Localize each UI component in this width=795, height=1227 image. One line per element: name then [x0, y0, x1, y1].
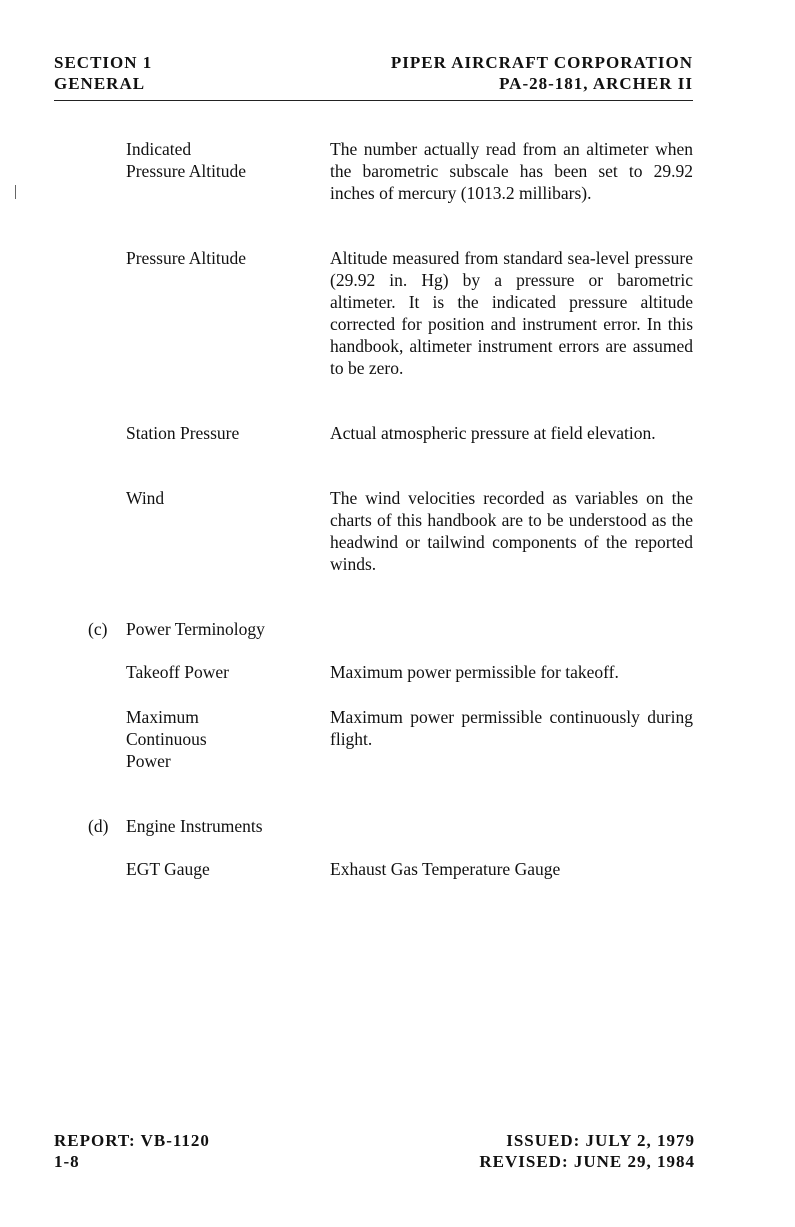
issued-date: ISSUED: JULY 2, 1979: [506, 1131, 695, 1150]
subsection-letter-d: (d): [88, 816, 109, 836]
aircraft-model: PA-28-181, ARCHER II: [499, 74, 693, 93]
header-divider: [54, 100, 693, 101]
revision-bar: [15, 185, 16, 199]
definition-station-pressure: Actual atmospheric pressure at field elevation.: [330, 423, 656, 443]
term-maximum-continuous-power: Maximum Continuous Power: [126, 707, 207, 771]
term-pressure-altitude: Pressure Altitude: [126, 248, 247, 268]
definition-wind: The wind velocities recorded as variables on the charts of this handbook are to be understood as the headwind or tailwind components of the reported winds.: [330, 488, 693, 574]
company-name: PIPER AIRCRAFT CORPORATION: [390, 53, 693, 72]
subsection-title-engine-instruments: Engine Instruments: [126, 816, 263, 836]
date-footer: [479, 1130, 695, 1172]
subsection-title-power-terminology: Power Terminology: [126, 619, 265, 639]
section-title: GENERAL: [54, 74, 146, 93]
page-number: 1-8: [54, 1152, 80, 1171]
section-header: [54, 52, 152, 94]
term-takeoff-power: Takeoff Power: [126, 662, 229, 682]
term-wind: Wind: [126, 488, 165, 508]
term-egt-gauge: EGT Gauge: [126, 859, 210, 879]
report-number: REPORT: VB-1120: [54, 1131, 210, 1150]
definition-takeoff-power: Maximum power permissible for takeoff.: [330, 662, 619, 682]
term-indicated-pressure-altitude: Indicated Pressure Altitude: [126, 139, 247, 181]
company-header: [391, 52, 693, 94]
term-station-pressure: Station Pressure: [126, 423, 240, 443]
definition-pressure-altitude: Altitude measured from standard sea-level pressure (29.92 in. Hg) by a pressure or barometric altimeter. It is the indicated pressure altitude corrected for position and instrument error. In this handbook, altimeter instrument errors are assumed to be zero.: [330, 248, 693, 378]
subsection-letter-c: (c): [88, 619, 108, 639]
revised-date: REVISED: JUNE 29, 1984: [479, 1152, 695, 1171]
definition-maximum-continuous-power: Maximum power permissible continuously during flight.: [330, 707, 693, 749]
report-footer: [54, 1130, 210, 1172]
definition-egt-gauge: Exhaust Gas Temperature Gauge: [330, 859, 561, 879]
definition-indicated-pressure-altitude: The number actually read from an altimeter when the barometric subscale has been set to 29.92 inches of mercury (1013.2 millibars).: [330, 139, 693, 203]
section-number: SECTION 1: [54, 53, 153, 72]
